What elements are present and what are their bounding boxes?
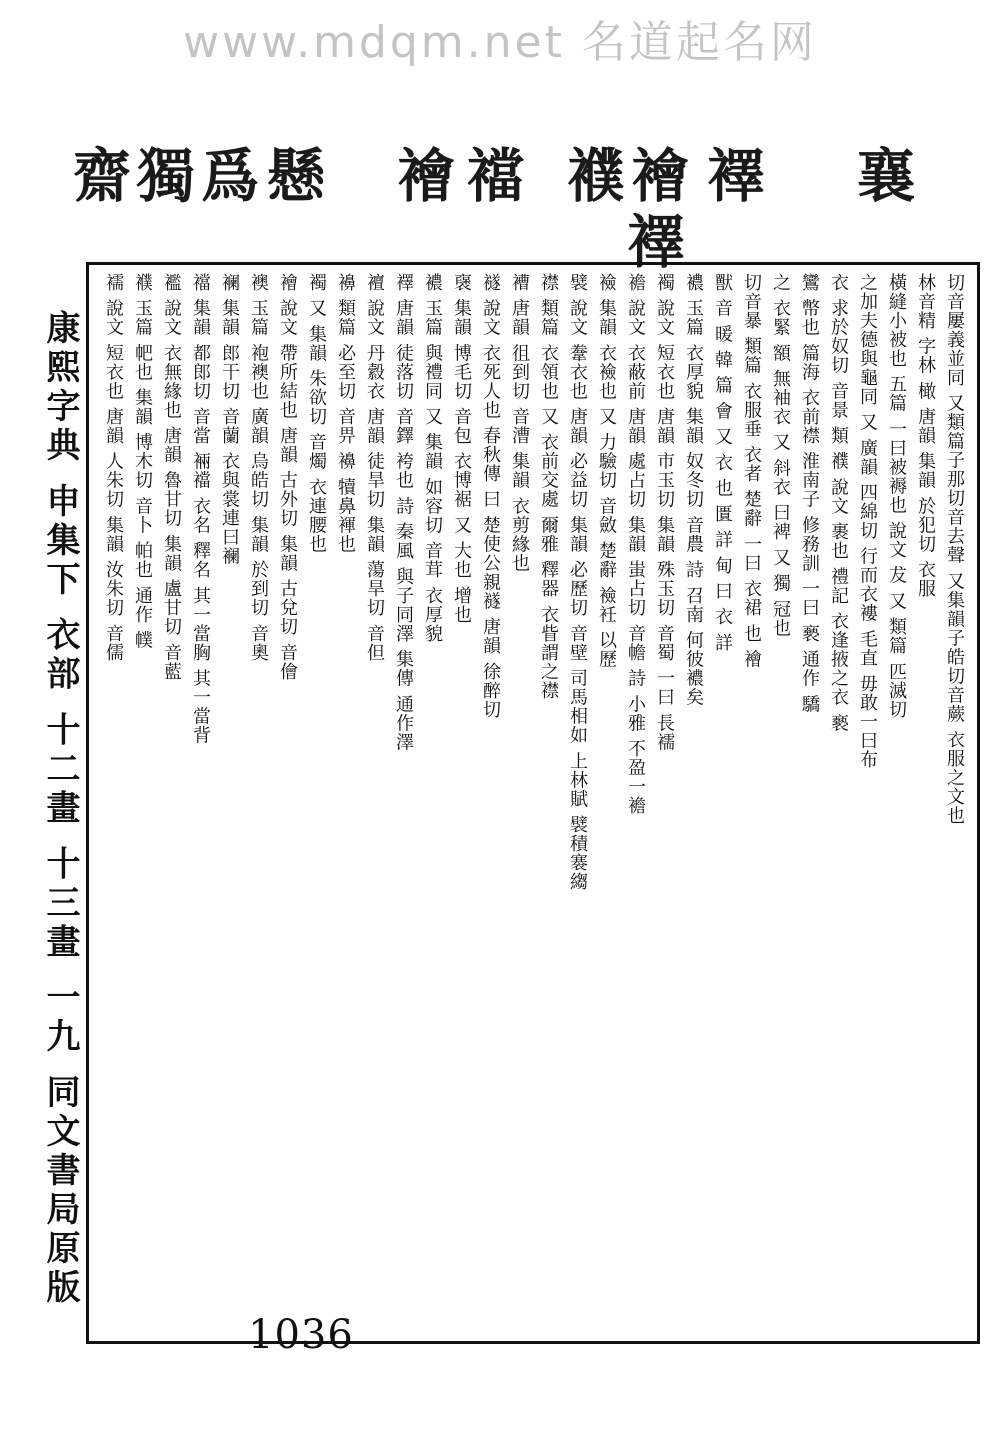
watermark: www.mdqm.net 名道起名网	[183, 17, 817, 68]
text-column: 襞 說文 韏衣也 唐韻 必益切 集韻 必歷切 音壁 司馬相如 上林賦 襞積褰縐	[567, 273, 588, 892]
text-column: 獸 音 暖 韓 篇 會 又 衣 也 匱 詳 甸 曰 衣 詳	[712, 273, 733, 653]
text-column: 襥 玉篇 帊也 集韻 博木切 音卜 帕也 通作 幞	[132, 273, 153, 650]
text-column: 切音暴 類篇 衣服垂 衣者 楚辭 一曰 衣裙 也 襘	[741, 273, 762, 669]
seal-glyph-1: 齋	[63, 145, 131, 207]
text-column: 襘 說文 帶所結也 唐韻 古外切 集韻 古兌切 音儈	[277, 273, 298, 682]
seal-glyph-2: 獨	[127, 145, 195, 207]
text-column: 襡 又 集韻 朱欲切 音燭 衣連腰也	[306, 273, 327, 554]
text-column: 襖 玉篇 袍襖也 廣韻 烏皓切 集韻 於到切 音奧	[248, 273, 269, 663]
text-column: 衣 求於奴切 音景 類 襥 說文 裹也 禮記 衣逢掖之衣 褻	[828, 273, 849, 733]
text-column: 襛 玉篇 衣厚貌 集韻 奴冬切 音農 詩 召南 何彼襛矣	[683, 273, 704, 707]
text-column: 襛 玉篇 與禮同 又 集韻 如容切 音茸 衣厚貌	[422, 273, 443, 644]
seal-glyph-8: 襘	[621, 145, 689, 207]
dictionary-body-text	[97, 273, 969, 1333]
text-column: 襢 說文 丹縠衣 唐韻 徒旱切 集韻 蕩旱切 音但	[364, 273, 385, 663]
seal-glyph-7: 襥	[557, 145, 625, 207]
text-column: 切音屢義並同 又類篇子那切音去聲 又集韻子皓切音蕨 衣服之文也	[944, 273, 965, 826]
text-column: 襚 說文 衣死人也 春秋傳 曰 楚使公親襚 唐韻 徐醉切	[480, 273, 501, 720]
text-column: 襜 說文 衣蔽前 唐韻 處占切 集韻 蚩占切 音幨 詩 小雅 不盈一襜	[625, 273, 646, 816]
text-column: 襡 說文 短衣也 唐韻 市玉切 集韻 殊玉切 音蜀 一曰 長襦	[654, 273, 675, 752]
seal-glyph-4: 懸	[257, 145, 325, 207]
seal-glyph-3: 爲	[191, 145, 259, 207]
text-column: 襤 說文 衣無緣也 唐韻 魯甘切 集韻 盧甘切 音藍	[161, 273, 182, 682]
text-column: 橫縫小被也 五篇 一曰被褥也 說文 犮 又 類篇 匹滅切	[886, 273, 907, 720]
seal-glyph-11: 襄	[847, 145, 915, 207]
seal-glyph-9: 襗	[697, 145, 765, 207]
text-column: 褿 唐韻 徂到切 音漕 集韻 衣剪緣也	[509, 273, 530, 573]
dictionary-page-frame	[86, 262, 980, 1344]
text-column: 襦 說文 短衣也 唐韻 人朱切 集韻 汝朱切 音儒	[103, 273, 124, 663]
side-label: 康熙字典 申集下 衣部 十二畫 十三畫 一九 同文書局原版	[40, 310, 80, 1309]
page-number: 1036	[248, 1312, 354, 1358]
text-column: 襝 集韻 衣襝也 又 力驗切 音斂 楚辭 襝衽 以歷	[596, 273, 617, 669]
text-column	[97, 273, 99, 1333]
text-column: 之加夫德與龜同 又 廣韻 四綿切 行而衣褸 毛直 毋敢一曰布	[857, 273, 878, 770]
seal-glyph-5: 襘	[387, 145, 455, 207]
text-column: 襃 集韻 博毛切 音包 衣博裾 又 大也 增也	[451, 273, 472, 625]
text-column: 鸞 幣也 篇海 衣前襟 淮南子 修務訓 一曰 褻 通作 驕	[799, 273, 820, 714]
text-column: 襕 集韻 郎干切 音蘭 衣與裳連曰襕	[219, 273, 240, 566]
seal-glyph-6: 襠	[457, 145, 525, 207]
text-column: 之 衣緊 額 無袖衣 又 斜衣 曰裨 又 獨 冠也	[770, 273, 791, 638]
text-column: 襟 類篇 衣領也 又 衣前交處 爾雅 釋器 衣眥謂之襟	[538, 273, 559, 701]
text-column: 襣 類篇 必至切 音畀 襣 犢鼻褌也	[335, 273, 356, 554]
text-column: 襗 唐韻 徒落切 音鐸 袴也 詩 秦風 與子同澤 集傳 通作澤	[393, 273, 414, 752]
seal-glyph-10: 襗	[617, 211, 685, 273]
text-column: 林音精 字林 橄 唐韻 集韻 於犯切 衣服	[915, 273, 936, 599]
text-column: 襠 集韻 都郎切 音當 裲襠 衣名 釋名 其一當胸 其一當背	[190, 273, 211, 745]
